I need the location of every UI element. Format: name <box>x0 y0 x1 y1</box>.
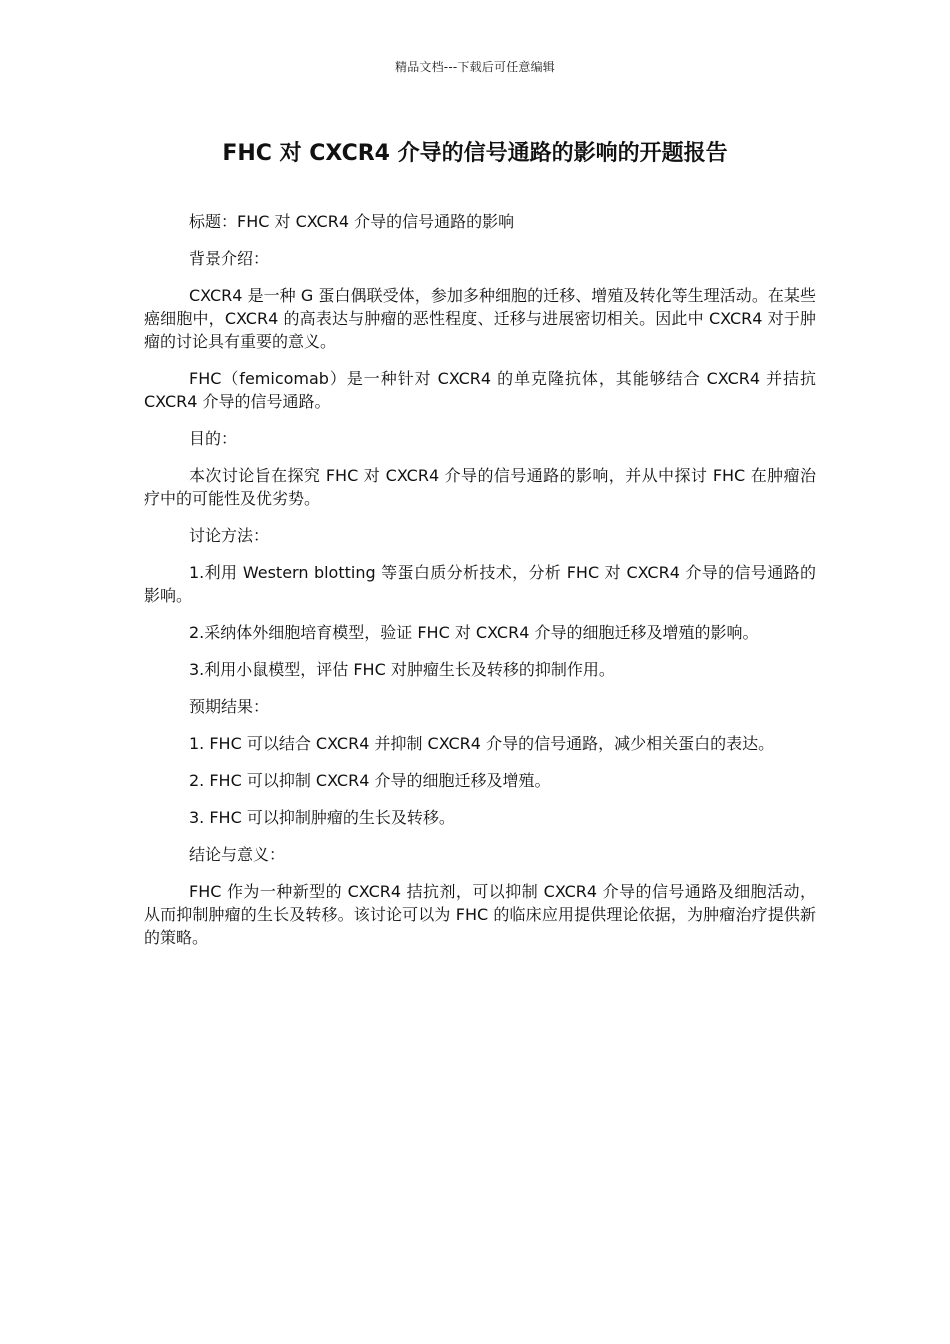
method-item-1: 1.利用 Western blotting 等蛋白质分析技术，分析 FHC 对 CXCR4 介导的信号通路的影响。 <box>144 563 816 605</box>
expected-result-3: 3. FHC 可以抑制肿瘤的生长及转移。 <box>189 808 455 827</box>
purpose-paragraph: 本次讨论旨在探究 FHC 对 CXCR4 介导的信号通路的影响，并从中探讨 FHC 在肿瘤治疗中的可能性及优劣势。 <box>144 466 816 508</box>
method-item-2: 2.采纳体外细胞培育模型，验证 FHC 对 CXCR4 介导的细胞迁移及增殖的影响。 <box>189 623 759 642</box>
page-header: 精品文档---下载后可任意编辑 <box>395 60 555 74</box>
section-heading-background: 背景介绍： <box>189 249 270 268</box>
expected-result-2: 2. FHC 可以抑制 CXCR4 介导的细胞迁移及增殖。 <box>189 771 551 790</box>
method-item-3: 3.利用小鼠模型，评估 FHC 对肿瘤生长及转移的抑制作用。 <box>189 660 615 679</box>
conclusion-paragraph: FHC 作为一种新型的 CXCR4 拮抗剂，可以抑制 CXCR4 介导的信号通路及细胞活动，从而抑制肿瘤的生长及转移。该讨论可以为 FHC 的临床应用提供理论依据，为肿瘤治疗提供新的策略。 <box>144 882 816 947</box>
section-heading-expected-results: 预期结果： <box>189 697 270 716</box>
document-title: FHC 对 CXCR4 介导的信号通路的影响的开题报告 <box>222 141 728 166</box>
background-paragraph-1: CXCR4 是一种 G 蛋白偶联受体，参加多种细胞的迁移、增殖及转化等生理活动。在某些癌细胞中，CXCR4 的高表达与肿瘤的恶性程度、迁移与进展密切相关。因此中 CXCR4 对于肿瘤的讨论具有重要的意义。 <box>144 286 816 351</box>
background-paragraph-2: FHC（femicomab）是一种针对 CXCR4 的单克隆抗体，其能够结合 CXCR4 并拮抗 CXCR4 介导的信号通路。 <box>144 369 816 411</box>
subject-line: 标题：FHC 对 CXCR4 介导的信号通路的影响 <box>189 212 515 231</box>
section-heading-methods: 讨论方法： <box>189 526 270 545</box>
document-body <box>144 210 816 963</box>
section-heading-purpose: 目的： <box>189 429 238 448</box>
expected-result-1: 1. FHC 可以结合 CXCR4 并抑制 CXCR4 介导的信号通路，减少相关蛋白的表达。 <box>189 734 775 753</box>
section-heading-conclusion: 结论与意义： <box>189 845 286 864</box>
